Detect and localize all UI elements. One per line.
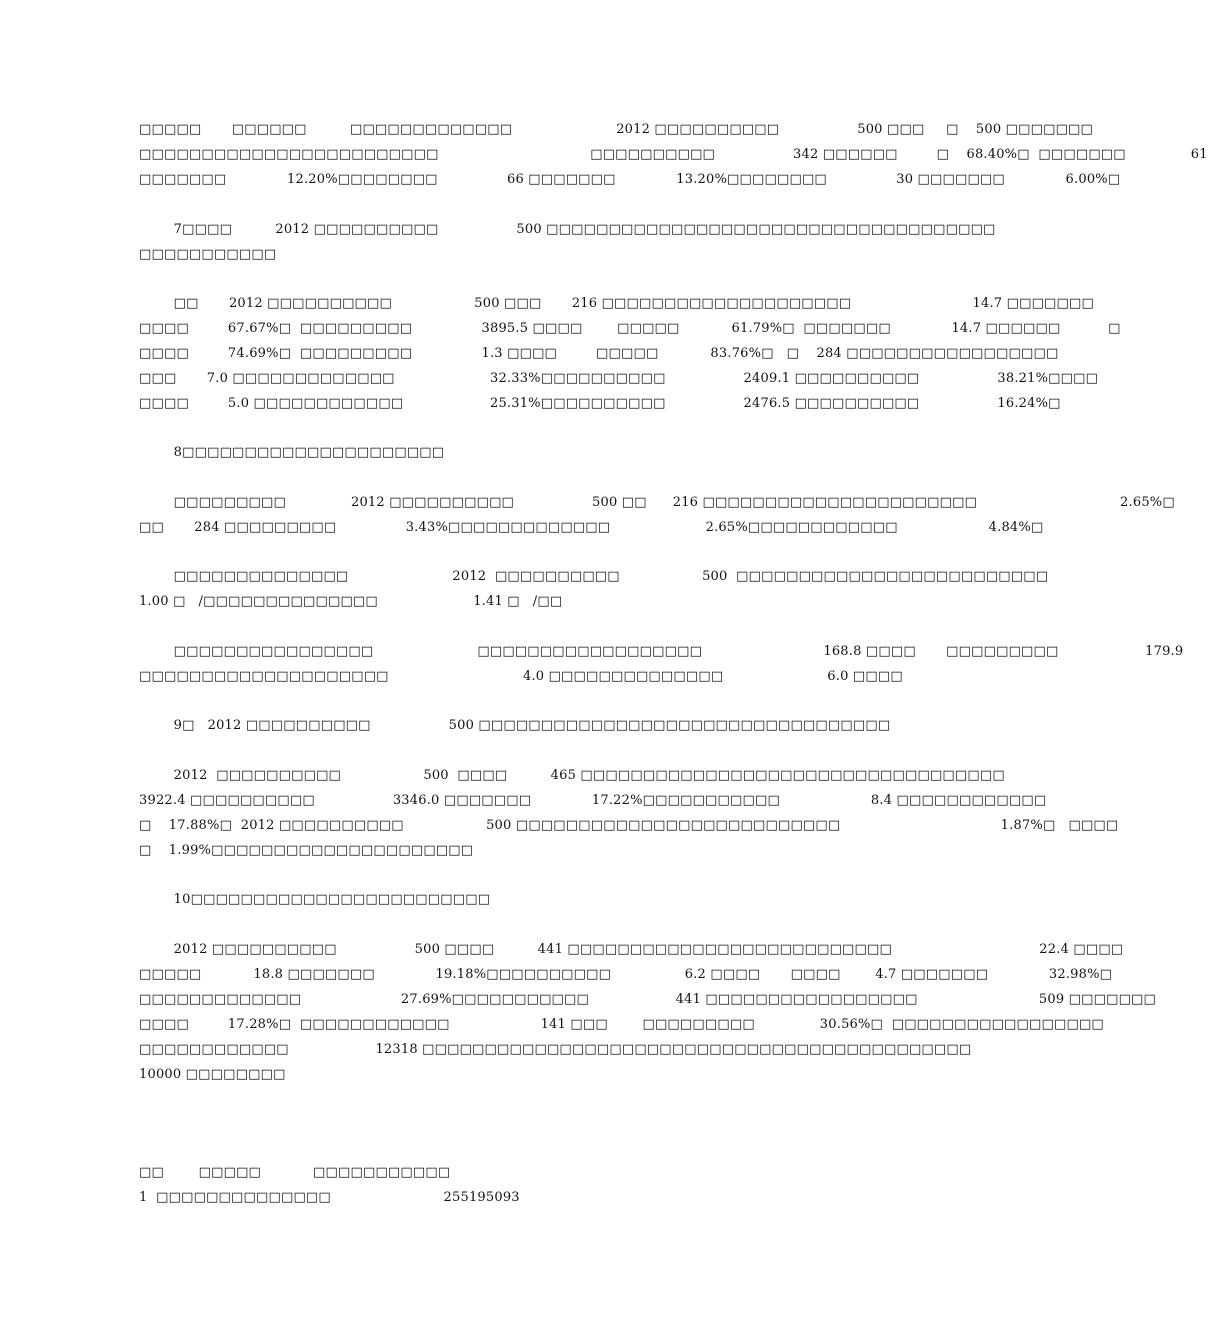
text-line-29: 10000 □□□□□□□□ [139, 1067, 286, 1082]
text-line-21: □ 17.88%□ 2012 □□□□□□□□□□ 500 □□□□□□□□□□□□□□□□□□□□□□□□□□ 1.87%□ □□□□ [139, 818, 1119, 833]
text-line-18: 9□ 2012 □□□□□□□□□□ 500 □□□□□□□□□□□□□□□□□□□□□□□□□□□□□□□□□ [139, 718, 891, 733]
text-line-7: □□□□ 67.67%□ □□□□□□□□□ 3895.5 □□□□ □□□□□ 61.79%□ □□□□□□□ 14.7 □□□□□□ □ [139, 321, 1121, 336]
text-line-26: □□□□□□□□□□□□□ 27.69%□□□□□□□□□□□ 441 □□□□□□□□□□□□□□□□□ 509 □□□□□□□ [139, 992, 1157, 1007]
text-line-11: 8□□□□□□□□□□□□□□□□□□□□□ [139, 445, 445, 460]
text-line-31: 1 □□□□□□□□□□□□□□ 255195093 [139, 1190, 520, 1205]
text-line-25: □□□□□ 18.8 □□□□□□□ 19.18%□□□□□□□□□□ 6.2 □□□□ □□□□ 4.7 □□□□□□□ 32.98%□ [139, 967, 1113, 982]
text-line-1: □□□□□ □□□□□□ □□□□□□□□□□□□□ 2012 □□□□□□□□□□ 500 □□□ □ 500 □□□□□□□ [139, 122, 1094, 137]
text-line-16: □□□□□□□□□□□□□□□□ □□□□□□□□□□□□□□□□□□ 168.8 □□□□ □□□□□□□□□ 179.9 [139, 644, 1184, 659]
text-line-2: □□□□□□□□□□□□□□□□□□□□□□□□ □□□□□□□□□□ 342 □□□□□□ □ 68.40%□ □□□□□□□ 61 [139, 147, 1208, 162]
text-line-24: 2012 □□□□□□□□□□ 500 □□□□ 441 □□□□□□□□□□□□□□□□□□□□□□□□□□ 22.4 □□□□ [139, 942, 1124, 957]
text-line-19: 2012 □□□□□□□□□□ 500 □□□□ 465 □□□□□□□□□□□□□□□□□□□□□□□□□□□□□□□□□□ [139, 768, 1005, 783]
text-line-17: □□□□□□□□□□□□□□□□□□□□ 4.0 □□□□□□□□□□□□□□ 6.0 □□□□ [139, 669, 903, 684]
text-line-4: 7□□□□ 2012 □□□□□□□□□□ 500 □□□□□□□□□□□□□□□□□□□□□□□□□□□□□□□□□□□□ [139, 222, 996, 237]
text-line-10: □□□□ 5.0 □□□□□□□□□□□□ 25.31%□□□□□□□□□□ 2476.5 □□□□□□□□□□ 16.24%□ [139, 396, 1061, 411]
text-line-5: □□□□□□□□□□□ [139, 247, 277, 262]
text-line-8: □□□□ 74.69%□ □□□□□□□□□ 1.3 □□□□ □□□□□ 83.76%□ □ 284 □□□□□□□□□□□□□□□□□ [139, 346, 1059, 361]
text-line-14: □□□□□□□□□□□□□□ 2012 □□□□□□□□□□ 500 □□□□□□□□□□□□□□□□□□□□□□□□□ [139, 569, 1049, 584]
text-line-13: □□ 284 □□□□□□□□□ 3.43%□□□□□□□□□□□□□ 2.65%□□□□□□□□□□□□ 4.84%□ [139, 520, 1044, 535]
text-line-3: □□□□□□□ 12.20%□□□□□□□□ 66 □□□□□□□ 13.20%□□□□□□□□ 30 □□□□□□□ 6.00%□ [139, 172, 1121, 187]
text-line-30: □□ □□□□□ □□□□□□□□□□□ [139, 1165, 451, 1180]
text-line-9: □□□ 7.0 □□□□□□□□□□□□□ 32.33%□□□□□□□□□□ 2409.1 □□□□□□□□□□ 38.21%□□□□ [139, 371, 1099, 386]
text-line-23: 10□□□□□□□□□□□□□□□□□□□□□□□□ [139, 892, 491, 907]
text-line-28: □□□□□□□□□□□□ 12318 □□□□□□□□□□□□□□□□□□□□□□□□□□□□□□□□□□□□□□□□□□□□ [139, 1042, 972, 1057]
text-line-20: 3922.4 □□□□□□□□□□ 3346.0 □□□□□□□ 17.22%□□□□□□□□□□□ 8.4 □□□□□□□□□□□□ [139, 793, 1047, 808]
text-line-15: 1.00 □ /□□□□□□□□□□□□□□ 1.41 □ /□□ [139, 594, 563, 609]
text-line-6: □□ 2012 □□□□□□□□□□ 500 □□□ 216 □□□□□□□□□□□□□□□□□□□□ 14.7 □□□□□□□ [139, 296, 1094, 311]
text-line-22: □ 1.99%□□□□□□□□□□□□□□□□□□□□□ [139, 843, 474, 858]
text-line-27: □□□□ 17.28%□ □□□□□□□□□□□□ 141 □□□ □□□□□□□□□ 30.56%□ □□□□□□□□□□□□□□□□□ [139, 1017, 1104, 1032]
text-line-12: □□□□□□□□□ 2012 □□□□□□□□□□ 500 □□ 216 □□□□□□□□□□□□□□□□□□□□□□ 2.65%□ [139, 495, 1175, 510]
